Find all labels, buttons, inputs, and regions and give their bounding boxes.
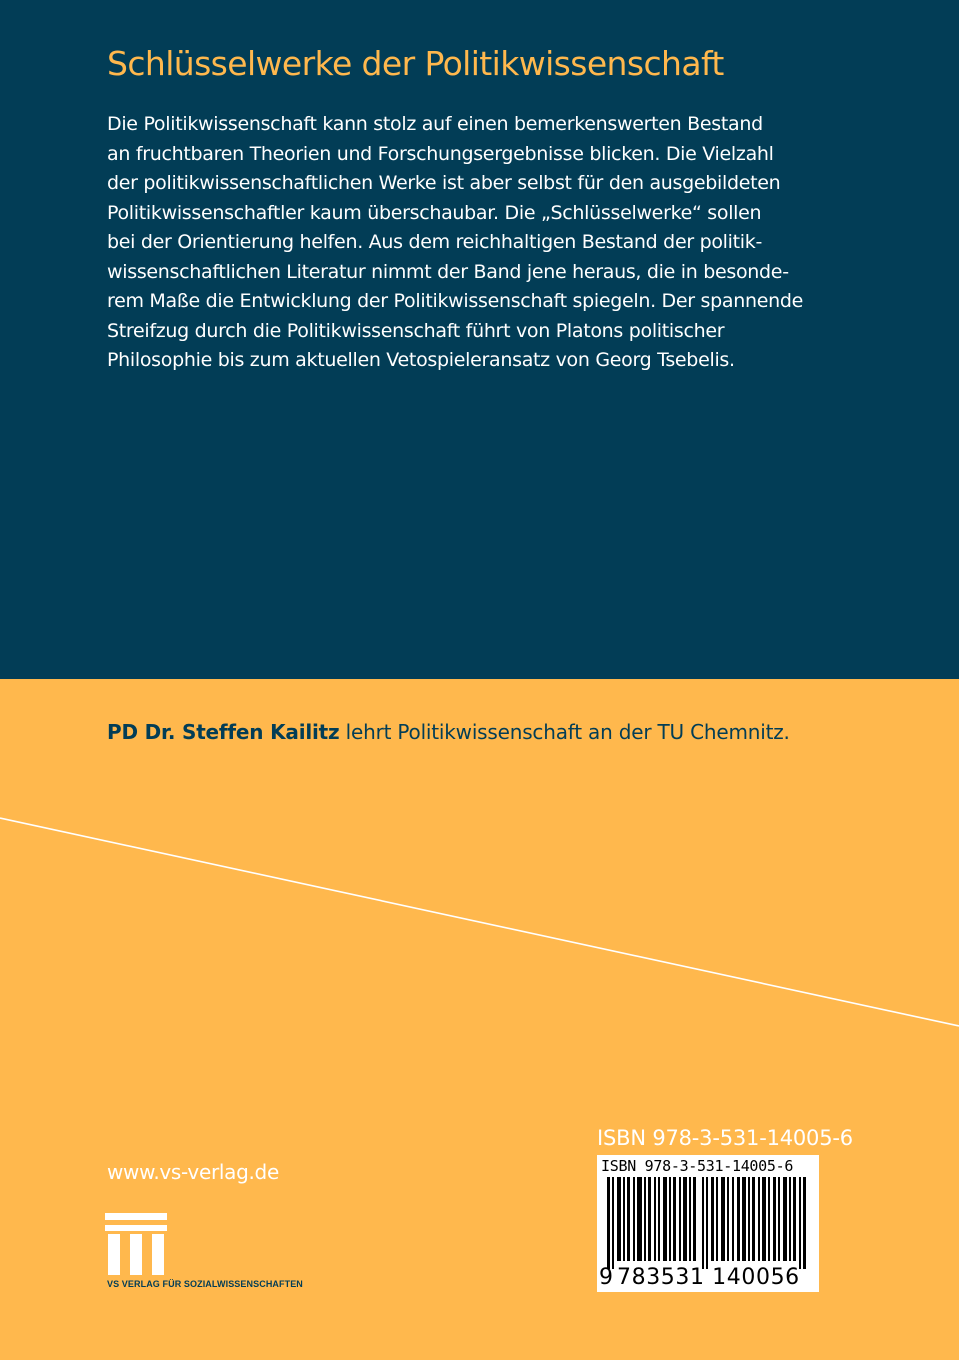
blurb-line: wissenschaftlichen Literatur nimmt der Band jene heraus, die in besonde- [107,260,789,283]
author-description: lehrt Politikwissenschaft an der TU Chemnitz. [339,720,790,744]
blurb-line: Streifzug durch die Politikwissenschaft führt von Platons politischer [107,319,725,342]
blurb-line: rem Maße die Entwicklung der Politikwissenschaft spiegeln. Der spannende [107,290,803,312]
book-title: Schlüsselwerke der Politikwissenschaft [107,44,724,83]
blurb-line: Politikwissenschaftler kaum überschaubar. Die „Schlüsselwerke“ sollen [107,201,762,224]
blurb-line: an fruchtbaren Theorien und Forschungsergebnisse blicken. Die Vielzahl [107,142,774,165]
author-bio [107,720,790,744]
ean-first-digit: 9 [599,1265,613,1290]
blurb-line: Philosophie bis zum aktuellen Vetospieleransatz von Georg Tsebelis. [107,349,735,371]
blurb [107,110,803,376]
barcode [597,1155,819,1292]
author-name: PD Dr. Steffen Kailitz [107,720,340,744]
website-url: www.vs-verlag.de [107,1160,279,1184]
ean-digits: 783531 140056 [617,1265,800,1290]
blurb-line: Die Politikwissenschaft kann stolz auf einen bemerkenswerten Bestand [107,113,763,135]
isbn-label: ISBN 978-3-531-14005-6 [597,1126,853,1150]
barcode-bars [607,1177,811,1269]
blurb-line: der politikwissenschaftlichen Werke ist aber selbst für den ausgebildeten [107,172,781,194]
vs-verlag-logo-icon [105,1213,167,1275]
blurb-line: bei der Orientierung helfen. Aus dem reichhaltigen Bestand der politik- [107,231,763,253]
barcode-isbn-label: ISBN 978-3-531-14005-6 [601,1157,794,1175]
publisher-name: VS VERLAG FÜR SOZIALWISSENSCHAFTEN [107,1279,303,1289]
